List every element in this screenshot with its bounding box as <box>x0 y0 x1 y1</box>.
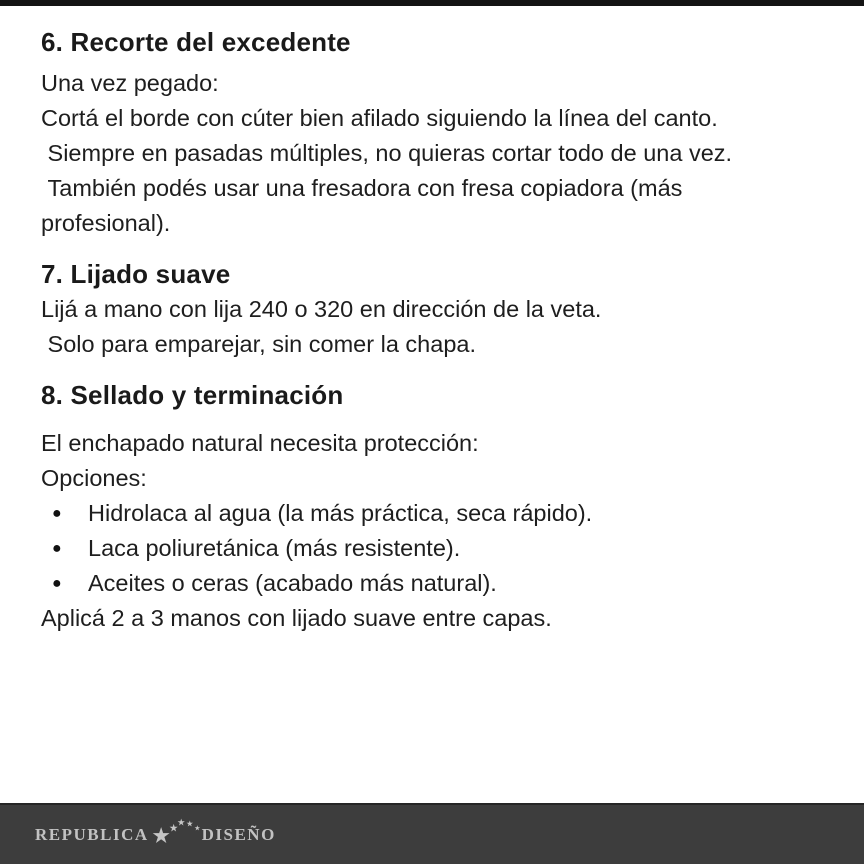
bullet-icon: ● <box>52 505 62 522</box>
document-body <box>41 24 826 651</box>
text-line: Lijá a mano con lija 240 o 320 en dirección de la veta. <box>41 296 602 322</box>
star-icon: ★ <box>169 822 180 833</box>
bullet-icon: ● <box>52 575 62 592</box>
text-line: profesional). <box>41 210 171 236</box>
brand-logo <box>35 818 276 852</box>
text-line: Aplicá 2 a 3 manos con lijado suave entre capas. <box>41 605 552 631</box>
star-icon: ★ <box>186 819 195 828</box>
star-icon: ★ <box>152 825 172 847</box>
bullet-item <box>41 566 826 601</box>
star-cluster-icon <box>153 818 201 852</box>
star-icon: ★ <box>177 817 187 827</box>
text-line: Opciones: <box>41 465 147 491</box>
section-sellado <box>41 377 826 636</box>
brand-text-republica: REPUBLICA <box>35 824 149 844</box>
bullet-item <box>41 531 826 566</box>
text-line: Una vez pegado: <box>41 70 219 96</box>
text-line: Cortá el borde con cúter bien afilado siguiendo la línea del canto. <box>41 105 718 131</box>
text-line: Siempre en pasadas múltiples, no quieras cortar todo de una vez. <box>41 140 733 166</box>
text-line: También podés usar una fresadora con fresa copiadora (más <box>41 175 683 201</box>
bullet-item <box>41 496 826 531</box>
section-heading-8: 8. Sellado y terminación <box>41 380 344 410</box>
section-heading-7: 7. Lijado suave <box>41 259 231 289</box>
bullet-icon: ● <box>52 540 62 557</box>
brand-text-diseno: DISEÑO <box>201 824 276 844</box>
text-line: Solo para emparejar, sin comer la chapa. <box>41 331 476 357</box>
bullet-text: Hidrolaca al agua (la más práctica, seca rápido). <box>88 500 593 526</box>
text-line: El enchapado natural necesita protección: <box>41 430 479 456</box>
top-border-bar <box>0 0 864 6</box>
bullet-text: Laca poliuretánica (más resistente). <box>88 535 461 561</box>
bullet-text: Aceites o ceras (acabado más natural). <box>88 570 497 596</box>
section-heading-6: 6. Recorte del excedente <box>41 27 351 57</box>
section-lijado <box>41 256 826 362</box>
footer-bar <box>0 803 864 864</box>
star-icon: ★ <box>194 825 202 832</box>
section-recorte <box>41 24 826 241</box>
